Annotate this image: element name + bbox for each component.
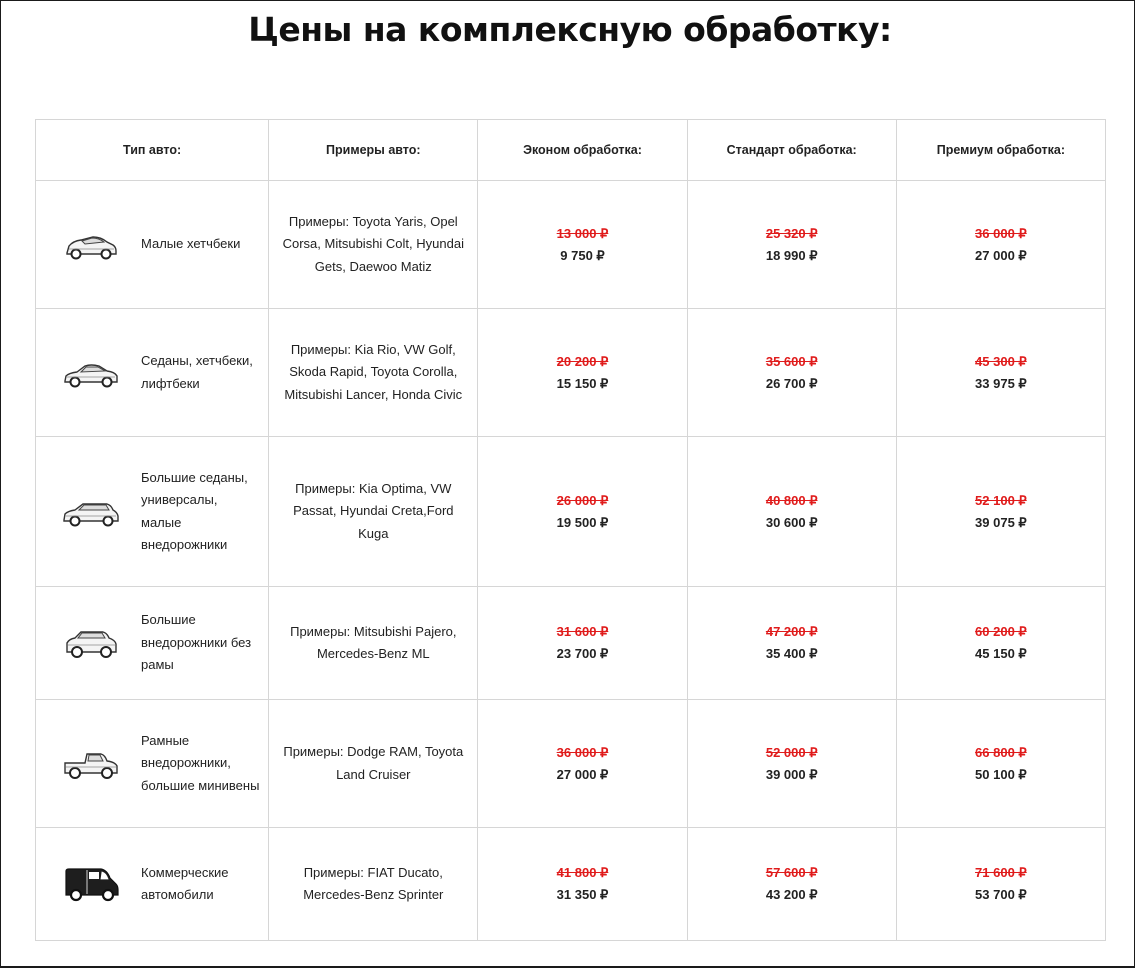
premium-price-cell <box>896 828 1105 941</box>
car-type-label: Большие внедорожники без рамы <box>141 612 252 673</box>
car-type-cell <box>36 437 269 587</box>
econom-price-cell <box>478 587 687 700</box>
car-type-label: Малые хетчбеки <box>141 236 241 252</box>
old-price: 47 200 ₽ <box>765 624 818 639</box>
new-price: 39 000 ₽ <box>765 766 818 782</box>
new-price: 27 000 ₽ <box>975 247 1027 263</box>
header-examples: Примеры авто: <box>269 120 478 181</box>
header-car-type: Тип авто: <box>36 120 269 181</box>
standard-price-cell <box>687 309 896 437</box>
pickup-truck-icon <box>61 744 121 784</box>
examples-text: Примеры: Dodge RAM, Toyota Land Cruiser <box>283 744 464 782</box>
examples-cell <box>269 828 478 941</box>
examples-cell <box>269 587 478 700</box>
new-price: 39 075 ₽ <box>975 514 1027 530</box>
old-price: 41 800 ₽ <box>556 865 609 880</box>
old-price: 52 100 ₽ <box>975 492 1027 508</box>
new-price: 9 750 ₽ <box>560 247 605 263</box>
examples-text: Примеры: Toyota Yaris, Opel Corsa, Mitsubishi Colt, Hyundai Gets, Daewoo Matiz <box>282 213 464 274</box>
price-table <box>35 119 1106 941</box>
old-price: 60 200 ₽ <box>975 624 1027 639</box>
examples-cell <box>269 309 478 437</box>
standard-price-cell <box>687 828 896 941</box>
old-price: 40 800 ₽ <box>765 492 818 508</box>
examples-text: Примеры: Mitsubishi Pajero, Mercedes-Benz ML <box>290 623 457 661</box>
premium-price-cell <box>896 181 1105 309</box>
sedan-car-icon <box>61 353 121 393</box>
old-price: 57 600 ₽ <box>765 865 818 880</box>
frame-top-border <box>0 0 1135 1</box>
old-price: 36 000 ₽ <box>975 225 1027 241</box>
car-type-label: Большие седаны, универсалы, малые внедорожники <box>141 469 248 552</box>
header-econom: Эконом обработка: <box>478 120 687 181</box>
table-row <box>36 587 1106 700</box>
car-type-label: Коммерческие автомобили <box>141 864 229 902</box>
old-price: 13 000 ₽ <box>556 225 609 241</box>
car-type-cell <box>36 587 269 700</box>
new-price: 15 150 ₽ <box>556 375 609 391</box>
table-row <box>36 181 1106 309</box>
premium-price-cell <box>896 309 1105 437</box>
header-premium: Премиум обработка: <box>896 120 1105 181</box>
new-price: 31 350 ₽ <box>556 887 609 902</box>
new-price: 45 150 ₽ <box>975 646 1027 661</box>
frame-left-border <box>0 0 1 968</box>
examples-text: Примеры: FIAT Ducato, Mercedes-Benz Sprinter <box>303 864 444 902</box>
new-price: 33 975 ₽ <box>975 375 1027 391</box>
table-row <box>36 828 1106 941</box>
old-price: 35 600 ₽ <box>765 353 818 369</box>
econom-price-cell <box>478 828 687 941</box>
standard-price-cell <box>687 700 896 828</box>
new-price: 35 400 ₽ <box>765 646 818 661</box>
table-header-row <box>36 120 1106 181</box>
old-price: 71 600 ₽ <box>975 865 1027 880</box>
econom-price-cell <box>478 437 687 587</box>
old-price: 31 600 ₽ <box>556 624 609 639</box>
econom-price-cell <box>478 700 687 828</box>
car-type-cell <box>36 828 269 941</box>
page-title: Цены на комплексную обработку: <box>248 10 892 49</box>
premium-price-cell <box>896 700 1105 828</box>
examples-cell <box>269 700 478 828</box>
hatchback-car-icon <box>61 225 121 265</box>
old-price: 45 300 ₽ <box>975 353 1027 369</box>
new-price: 43 200 ₽ <box>765 887 818 902</box>
new-price: 19 500 ₽ <box>556 514 609 530</box>
new-price: 50 100 ₽ <box>975 766 1027 782</box>
table-row <box>36 700 1106 828</box>
premium-price-cell <box>896 587 1105 700</box>
new-price: 27 000 ₽ <box>556 766 609 782</box>
new-price: 53 700 ₽ <box>975 887 1027 902</box>
old-price: 26 000 ₽ <box>556 492 609 508</box>
car-type-cell <box>36 700 269 828</box>
car-type-label: Рамные внедорожники, большие минивены <box>141 732 260 793</box>
new-price: 30 600 ₽ <box>765 514 818 530</box>
wagon-car-icon <box>61 492 121 532</box>
examples-cell <box>269 437 478 587</box>
examples-text: Примеры: Kia Rio, VW Golf, Skoda Rapid, Toyota Corolla, Mitsubishi Lancer, Honda Civic <box>284 341 463 402</box>
new-price: 18 990 ₽ <box>765 247 818 263</box>
suv-car-icon <box>61 623 121 663</box>
old-price: 52 000 ₽ <box>765 744 818 760</box>
car-type-cell <box>36 309 269 437</box>
table-row <box>36 309 1106 437</box>
econom-price-cell <box>478 309 687 437</box>
old-price: 25 320 ₽ <box>765 225 818 241</box>
van-icon <box>61 864 121 904</box>
standard-price-cell <box>687 437 896 587</box>
car-type-cell <box>36 181 269 309</box>
examples-text: Примеры: Kia Optima, VW Passat, Hyundai Creta,Ford Kuga <box>293 480 454 541</box>
header-standard: Стандарт обработка: <box>687 120 896 181</box>
old-price: 66 800 ₽ <box>975 744 1027 760</box>
old-price: 36 000 ₽ <box>556 744 609 760</box>
examples-cell <box>269 181 478 309</box>
table-row <box>36 437 1106 587</box>
old-price: 20 200 ₽ <box>556 353 609 369</box>
standard-price-cell <box>687 181 896 309</box>
new-price: 23 700 ₽ <box>556 646 609 661</box>
standard-price-cell <box>687 587 896 700</box>
new-price: 26 700 ₽ <box>765 375 818 391</box>
car-type-label: Седаны, хетчбеки, лифтбеки <box>141 353 253 391</box>
econom-price-cell <box>478 181 687 309</box>
premium-price-cell <box>896 437 1105 587</box>
